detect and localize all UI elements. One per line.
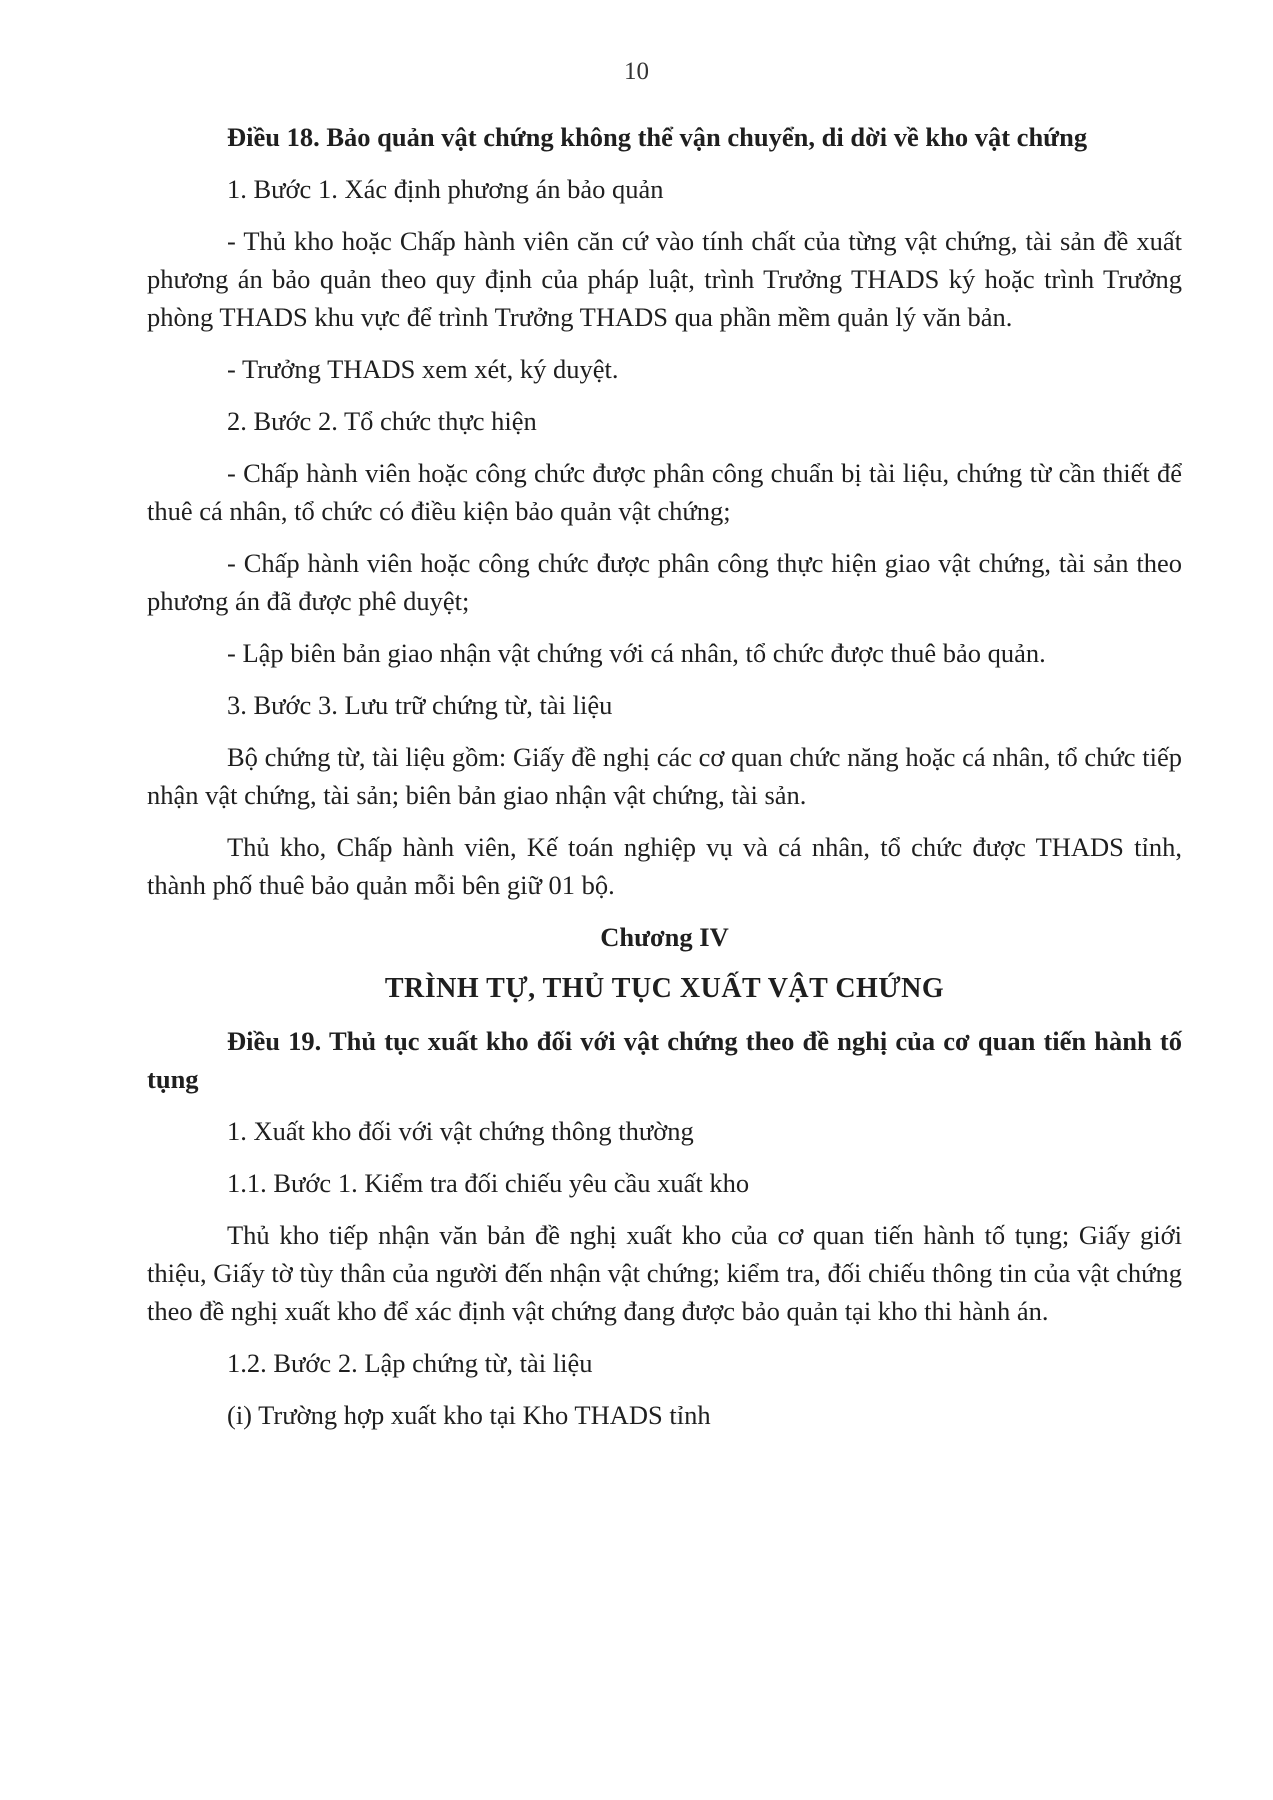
article-19-section-1-1: 1.1. Bước 1. Kiểm tra đối chiếu yêu cầu xuất kho: [227, 1168, 750, 1198]
page-number: 10: [624, 58, 649, 85]
article-19-section-1-1-paragraph: Thủ kho tiếp nhận văn bản đề nghị xuất kho của cơ quan tiến hành tố tụng; Giấy giới thiệu, Giấy tờ tùy thân của người đến nhận vật chứng; kiểm tra, đối chiếu thông tin của vật chứng theo đề nghị xuất kho để xác định vật chứng đang được bảo quản tại kho thi hành án.: [147, 1220, 1182, 1326]
article-19-heading: Điều 19. Thủ tục xuất kho đối với vật chứng theo đề nghị của cơ quan tiến hành tố tụng: [147, 1026, 1182, 1094]
article-18-step-2-paragraph-3: - Lập biên bản giao nhận vật chứng với cá nhân, tổ chức được thuê bảo quản.: [227, 638, 1046, 668]
article-18-step-3-title: 3. Bước 3. Lưu trữ chứng từ, tài liệu: [227, 690, 613, 720]
article-18-step-3-paragraph-2: Thủ kho, Chấp hành viên, Kế toán nghiệp vụ và cá nhân, tổ chức được THADS tỉnh, thành phố thuê bảo quản mỗi bên giữ 01 bộ.: [147, 832, 1182, 900]
article-18-step-1-paragraph-2: - Trưởng THADS xem xét, ký duyệt.: [227, 354, 619, 384]
article-19-section-1-2-item-i: (i) Trường hợp xuất kho tại Kho THADS tỉnh: [227, 1400, 711, 1430]
article-18-step-2-paragraph-2: - Chấp hành viên hoặc công chức được phân công thực hiện giao vật chứng, tài sản theo phương án đã được phê duyệt;: [147, 548, 1182, 616]
document-body: [147, 118, 1182, 1448]
chapter-label: Chương IV: [600, 922, 729, 952]
article-18-step-3-paragraph-1: Bộ chứng từ, tài liệu gồm: Giấy đề nghị các cơ quan chức năng hoặc cá nhân, tổ chức tiếp nhận vật chứng, tài sản; biên bản giao nhận vật chứng, tài sản.: [147, 742, 1182, 810]
article-19-section-1: 1. Xuất kho đối với vật chứng thông thường: [227, 1116, 694, 1146]
article-18-heading: Điều 18. Bảo quản vật chứng không thể vận chuyển, di dời về kho vật chứng: [227, 122, 1088, 152]
article-18-step-1-title: 1. Bước 1. Xác định phương án bảo quản: [227, 174, 664, 204]
article-18-step-1-paragraph-1: - Thủ kho hoặc Chấp hành viên căn cứ vào tính chất của từng vật chứng, tài sản đề xuất phương án bảo quản theo quy định của pháp luật, trình Trưởng THADS ký hoặc trình Trưởng phòng THADS khu vực để trình Trưởng THADS qua phần mềm quản lý văn bản.: [147, 226, 1182, 332]
article-18-step-2-paragraph-1: - Chấp hành viên hoặc công chức được phân công chuẩn bị tài liệu, chứng từ cần thiết để thuê cá nhân, tổ chức có điều kiện bảo quản vật chứng;: [147, 458, 1182, 526]
chapter-title: TRÌNH TỰ, THỦ TỤC XUẤT VẬT CHỨNG: [384, 973, 945, 1004]
article-19-section-1-2: 1.2. Bước 2. Lập chứng từ, tài liệu: [227, 1348, 593, 1378]
article-18-step-2-title: 2. Bước 2. Tổ chức thực hiện: [227, 406, 537, 436]
